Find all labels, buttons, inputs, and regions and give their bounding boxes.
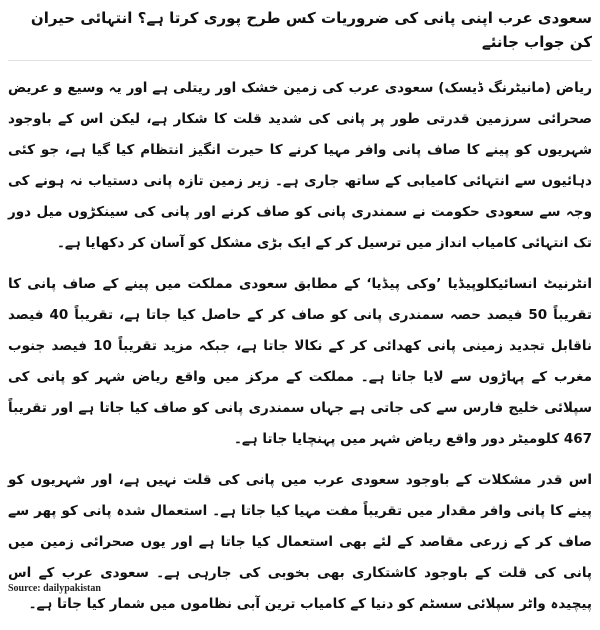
- article-paragraph-2: انٹرنیٹ انسائیکلوپیڈیا ’وکی پیڈیا‘ کے مطابق سعودی مملکت میں پینے کے صاف پانی کا تقریباً 50 فیصد حصہ سمندری پانی کو صاف کر کے حاصل کیا جاتا ہے، تقریباً 40 فیصد ناقابل تجدید زمینی پانی کھدائی کر کے نکالا جاتا ہے، جبکہ مزید تقریباً 10 فیصد جنوب مغرب کے پہاڑوں سے لایا جاتا ہے۔ مملکت کے مرکز میں واقع ریاض شہر کو پانی کی سپلائی خلیج فارس سے کی جاتی ہے جہاں سمندری پانی کو صاف کیا جاتا ہے اور تقریباً 467 کلومیٹر دور واقع ریاض شہر میں پہنچایا جاتا ہے۔: [8, 276, 592, 447]
- article: [8, 6, 592, 630]
- article-paragraph-3: اس قدر مشکلات کے باوجود سعودی عرب میں پانی کی قلت نہیں ہے، اور شہریوں کو پینے کا پانی وافر مقدار میں تقریباً مفت مہیا کیا جاتا ہے۔ استعمال شدہ پانی کو پھر سے صاف کر کے زرعی مقاصد کے لئے بھی استعمال کیا جاتا ہے اور یوں صحرائی زمین میں پانی کی قلت کے باوجود کاشتکاری بھی بخوبی کی جارہی ہے۔ سعودی عرب کے اس پیچیدہ واٹر سپلائی سسٹم کو دنیا کے کامیاب ترین آبی نظاموں میں شمار کیا جاتا ہے۔: [8, 472, 592, 612]
- article-title: سعودی عرب اپنی پانی کی ضروریات کس طرح پوری کرتا ہے؟ انتہائی حیران کن جواب جانئے: [8, 6, 592, 61]
- source-credit: Source: dailypakistan: [8, 583, 101, 594]
- article-paragraph-1: ریاض (مانیٹرنگ ڈیسک) سعودی عرب کی زمین خشک اور ریتلی ہے اور یہ وسیع و عریض صحرائی سرزمین قدرتی طور پر پانی کی شدید قلت کا شکار ہے، لیکن اس کے باوجود شہریوں کو پینے کا صاف پانی وافر مہیا کرنے کا حیرت انگیز انتظام کیا گیا ہے، جو کئی دہائیوں سے انتہائی کامیابی کے ساتھ جاری ہے۔ زیر زمین تازہ پانی دستیاب نہ ہونے کی وجہ سے سعودی حکومت نے سمندری پانی کو صاف کرنے اور پانی کی سینکڑوں میل دور تک انتہائی کامیاب انداز میں ترسیل کر کے ایک بڑی مشکل کو آسان کر دکھایا ہے۔: [8, 80, 592, 251]
